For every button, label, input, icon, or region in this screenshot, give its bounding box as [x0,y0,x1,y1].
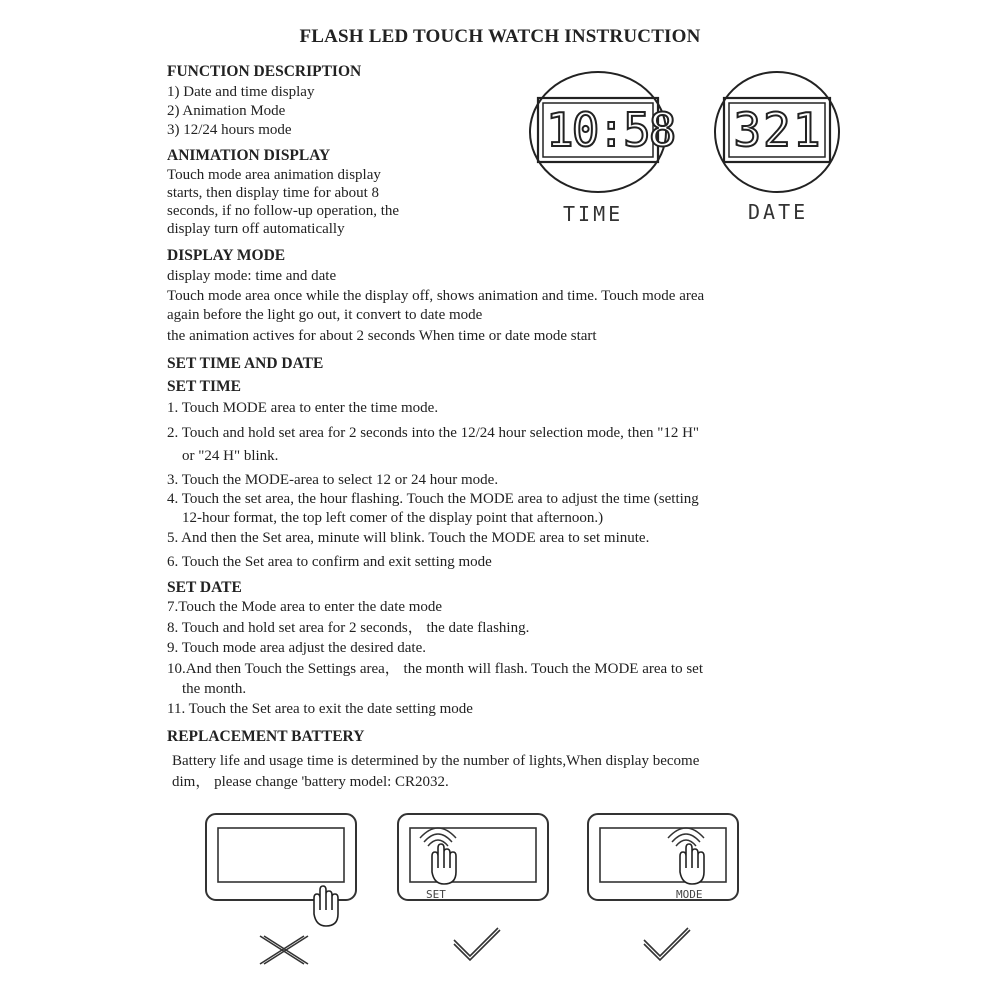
display-mode-heading: DISPLAY MODE [167,247,286,264]
display-mode-line: the animation actives for about 2 seconds When time or date mode start [167,328,597,344]
set-area-label: SET [426,888,446,901]
hand-icon [680,844,704,884]
set-date-heading: SET DATE [167,579,242,596]
function-heading: FUNCTION DESCRIPTION [167,63,362,80]
cross-icon [260,936,308,964]
set-time-step: or "24 H" blink. [182,448,279,464]
hand-icon [314,886,338,926]
set-date-step: 8. Touch and hold set area for 2 seconds， the date flashing. [167,620,530,636]
animation-line: starts, then display time for about 8 [167,185,380,201]
set-time-step: 4. Touch the set area, the hour flashing. Touch the MODE area to adjust the time (setting [167,491,699,507]
set-date-step: the month. [182,681,247,697]
mode-area-label: MODE [676,888,703,901]
document-title: FLASH LED TOUCH WATCH INSTRUCTION [299,26,701,47]
date-label: DATE [748,200,809,224]
set-section-heading: SET TIME AND DATE [167,355,324,372]
set-date-step: 10.And then Touch the Settings area， the month will flash. Touch the MODE area to set [167,661,703,677]
display-mode-line: display mode: time and date [167,268,337,284]
hand-icon [432,844,456,884]
set-date-step: 11. Touch the Set area to exit the date setting mode [167,701,473,717]
set-date-step: 7.Touch the Mode area to enter the date mode [167,599,443,615]
time-digits: 10:58 [546,103,675,157]
touch-wave-icon [420,828,456,846]
time-label: TIME [563,202,624,226]
function-item: 3) 12/24 hours mode [167,122,292,138]
function-item: 1) Date and time display [167,84,315,100]
set-time-step: 1. Touch MODE area to enter the time mode. [167,400,439,416]
mode-touch-diagram [586,812,746,972]
animation-line: display turn off automatically [167,221,345,237]
display-mode-line: Touch mode area once while the display off, shows animation and time. Touch mode area [167,288,705,304]
animation-line: seconds, if no follow-up operation, the [167,203,400,219]
battery-heading: REPLACEMENT BATTERY [167,728,365,745]
set-time-step: 5. And then the Set area, minute will blink. Touch the MODE area to set minute. [167,530,650,546]
battery-line: Battery life and usage time is determined by the number of lights,When display become [172,753,700,769]
function-item: 2) Animation Mode [167,103,286,119]
animation-heading: ANIMATION DISPLAY [167,147,331,164]
animation-line: Touch mode area animation display [167,167,381,183]
touch-wave-icon [668,828,704,846]
set-touch-diagram [396,812,556,972]
battery-line: dim， please change 'battery model: CR2032. [172,774,449,790]
set-time-step: 6. Touch the Set area to confirm and exit setting mode [167,554,492,570]
check-icon [644,928,690,960]
set-time-step: 12-hour format, the top left comer of the display point that afternoon.) [182,510,604,526]
set-time-step: 3. Touch the MODE-area to select 12 or 24 hour mode. [167,472,499,488]
set-date-step: 9. Touch mode area adjust the desired date. [167,640,426,656]
date-digits: 321 [733,103,823,157]
display-mode-line: again before the light go out, it convert to date mode [167,307,483,323]
set-time-step: 2. Touch and hold set area for 2 seconds into the 12/24 hour selection mode, then "12 H" [167,425,700,441]
check-icon [454,928,500,960]
wrong-touch-diagram [204,812,364,972]
set-time-heading: SET TIME [167,378,241,395]
